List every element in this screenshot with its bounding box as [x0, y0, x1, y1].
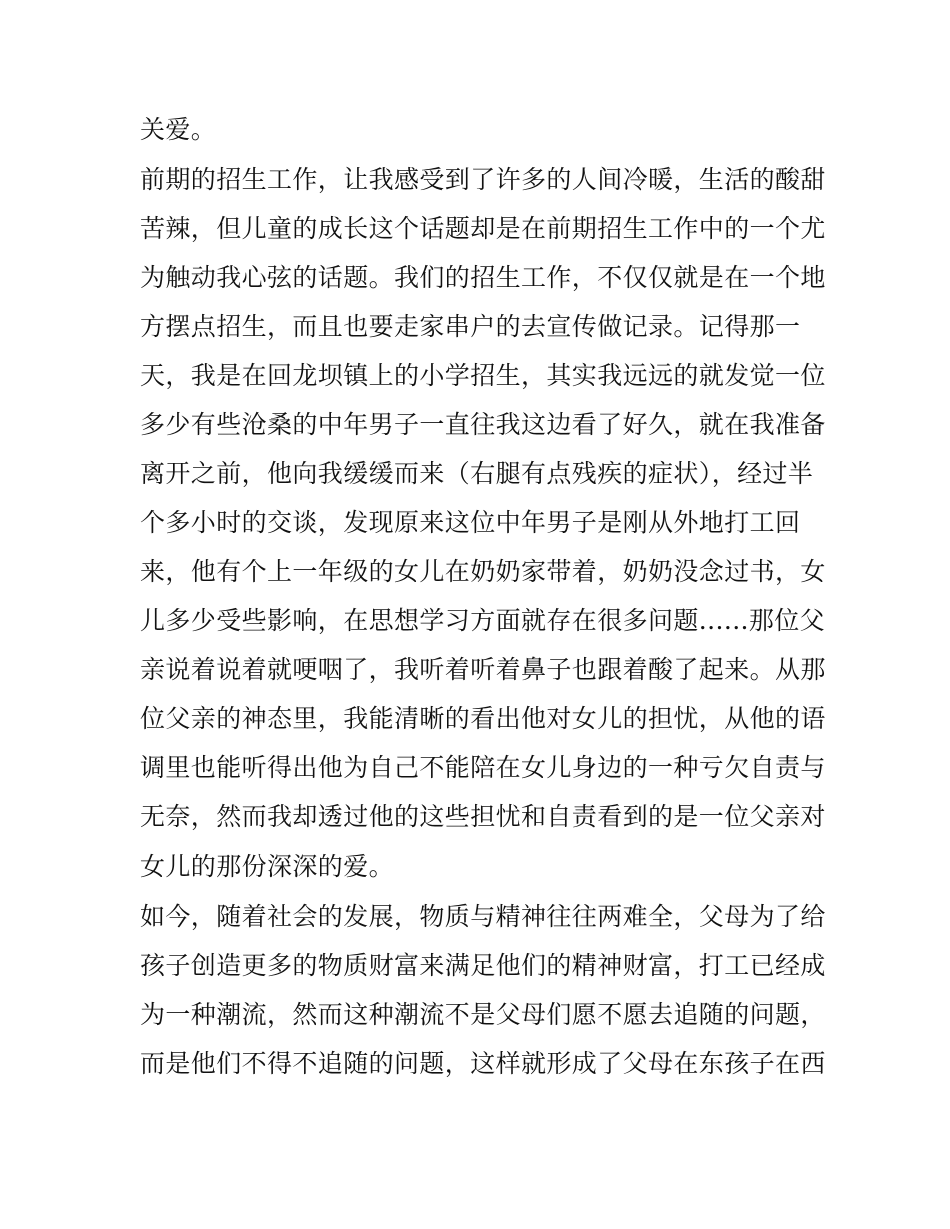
- text-line: 亲说着说着就哽咽了，我听着听着鼻子也跟着酸了起来。从那: [140, 655, 826, 684]
- text-line: 调里也能听得出他为自己不能陪在女儿身边的一种亏欠自责与: [140, 753, 826, 782]
- text-line: 孩子创造更多的物质财富来满足他们的精神财富，打工已经成: [140, 951, 826, 980]
- text-line: 为触动我心弦的话题。我们的招生工作，不仅仅就是在一个地: [140, 263, 826, 292]
- text-line: 无奈，然而我却透过他的这些担忧和自责看到的是一位父亲对: [140, 802, 826, 831]
- text-line: 方摆点招生，而且也要走家串户的去宣传做记录。记得那一: [140, 312, 801, 341]
- text-line: 如今，随着社会的发展，物质与精神往往两难全，父母为了给: [140, 902, 826, 931]
- text-line: 苦辣，但儿童的成长这个话题却是在前期招生工作中的一个尤: [140, 214, 826, 243]
- text-line: 个多小时的交谈，发现原来这位中年男子是刚从外地打工回: [140, 508, 801, 537]
- text-line: 前期的招生工作，让我感受到了许多的人间冷暖，生活的酸甜: [140, 165, 826, 194]
- text-line: 位父亲的神态里，我能清晰的看出他对女儿的担忧，从他的语: [140, 704, 826, 733]
- text-line: 多少有些沧桑的中年男子一直往我这边看了好久，就在我准备: [140, 410, 826, 439]
- text-line: 儿多少受些影响，在思想学习方面就存在很多问题......那位父: [140, 606, 826, 635]
- text-line: 女儿的那份深深的爱。: [140, 852, 395, 881]
- text-line: 离开之前，他向我缓缓而来（右腿有点残疾的症状），经过半: [140, 459, 814, 488]
- text-line: 天，我是在回龙坝镇上的小学招生，其实我远远的就发觉一位: [140, 361, 826, 390]
- text-line: 为一种潮流，然而这种潮流不是父母们愿不愿去追随的问题，: [140, 1000, 826, 1029]
- text-line: 来，他有个上一年级的女儿在奶奶家带着，奶奶没念过书，女: [140, 557, 826, 586]
- text-line: 关爱。: [140, 115, 217, 144]
- text-line: 而是他们不得不追随的问题，这样就形成了父母在东孩子在西: [140, 1049, 826, 1078]
